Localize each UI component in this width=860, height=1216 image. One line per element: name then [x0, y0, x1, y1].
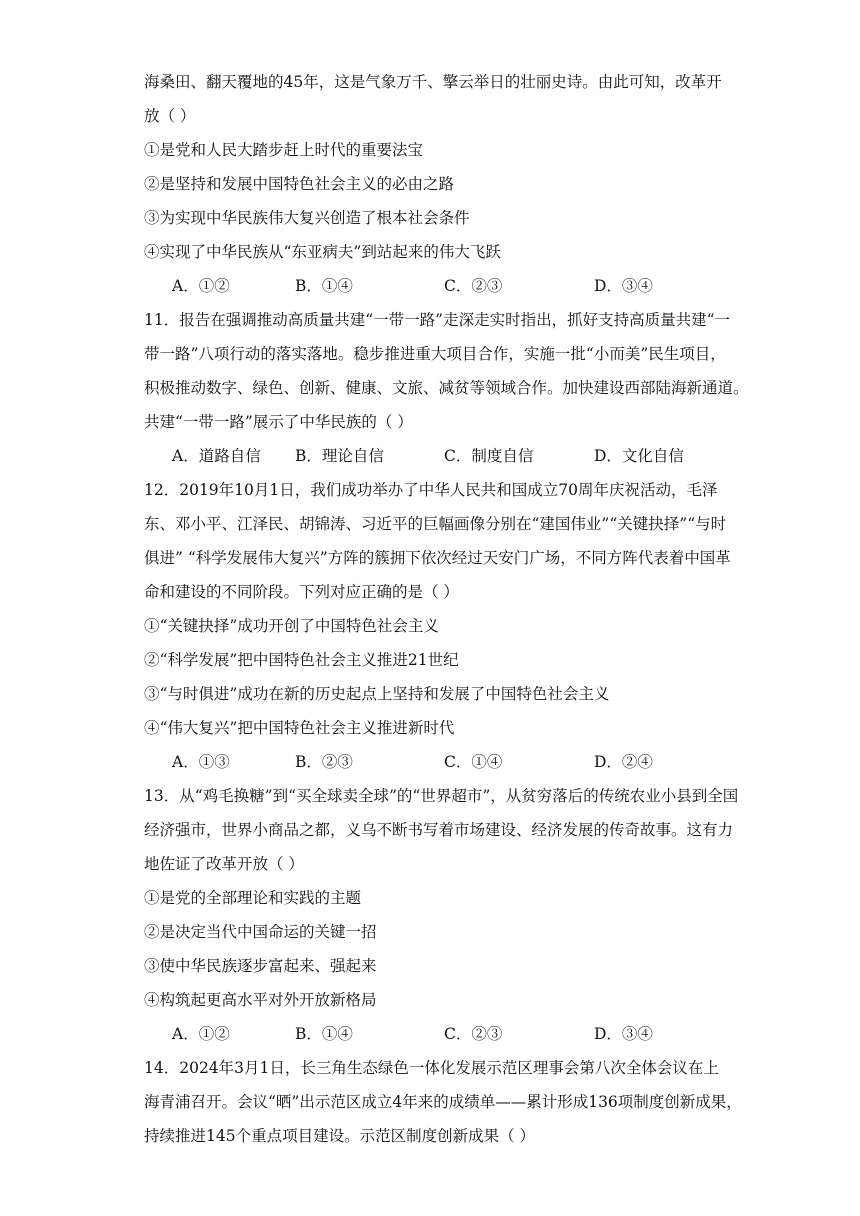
question-10-statement: ③为实现中华民族伟大复兴创造了根本社会条件	[144, 209, 470, 227]
question-12-statement: ①“关键抉择”成功开创了中国特色社会主义	[144, 617, 439, 635]
question-13-statement: ③使中华民族逐步富起来、强起来	[144, 957, 377, 975]
question-11-option-a: A．道路自信	[172, 447, 261, 465]
question-11-stem-line: 11．报告在强调推动高质量共建“一带一路”走深走实时指出，抓好支持高质量共建“一	[144, 311, 730, 329]
question-13-option-d: D．③④	[594, 1025, 653, 1043]
question-12-stem-line: 12．2019年10月1日，我们成功举办了中华人民共和国成立70周年庆祝活动，毛泽	[144, 481, 718, 499]
question-12-statement: ③“与时俱进”成功在新的历史起点上坚持和发展了中国特色社会主义	[144, 685, 610, 703]
question-10-statement: ①是党和人民大踏步赶上时代的重要法宝	[144, 141, 424, 159]
question-10-statement: ②是坚持和发展中国特色社会主义的必由之路	[144, 175, 455, 193]
question-12-stem-line: 俱进” “科学发展伟大复兴”方阵的簇拥下依次经过天安门广场，不同方阵代表着中国革	[144, 549, 731, 567]
question-12-option-b: B．②③	[295, 753, 353, 771]
question-11-option-b: B．理论自信	[295, 447, 384, 465]
question-13-option-a: A．①②	[172, 1025, 230, 1043]
question-13-stem-line: 13．从“鸡毛换糖”到“买全球卖全球”的“世界超市”，从贫穷落后的传统农业小县到全国	[144, 787, 739, 805]
question-13-statement: ④构筑起更高水平对外开放新格局	[144, 991, 377, 1009]
question-11-stem-line: 共建“一带一路”展示了中华民族的（ ）	[144, 413, 413, 431]
question-10-option-d: D．③④	[594, 277, 653, 295]
question-10-option-b: B．①④	[295, 277, 353, 295]
question-13-statement: ②是决定当代中国命运的关键一招	[144, 923, 377, 941]
question-12-stem-line: 东、邓小平、江泽民、胡锦涛、习近平的巨幅画像分别在“建国伟业”“关键抉择”“与时	[144, 515, 727, 533]
question-14-stem-line: 14．2024年3月1日，长三角生态绿色一体化发展示范区理事会第八次全体会议在上	[144, 1059, 719, 1077]
question-10-statement: ④实现了中华民族从“东亚病夫”到站起来的伟大飞跃	[144, 243, 501, 261]
question-10-option-c: C．②③	[444, 277, 503, 295]
question-13-statement: ①是党的全部理论和实践的主题	[144, 889, 362, 907]
question-12-statement: ④“伟大复兴”把中国特色社会主义推进新时代	[144, 719, 455, 737]
question-14-stem-line: 持续推进145个重点项目建设。示范区制度创新成果（ ）	[144, 1127, 536, 1145]
question-12-stem-line: 命和建设的不同阶段。下列对应正确的是（ ）	[144, 583, 459, 601]
question-10-stem-line: 海桑田、翻天覆地的45年，这是气象万千、擎云举日的壮丽史诗。由此可知，改革开	[144, 73, 722, 91]
question-13-stem-line: 地佐证了改革开放（ ）	[144, 855, 304, 873]
question-12-option-a: A．①③	[172, 753, 230, 771]
question-13-stem-line: 经济强市，世界小商品之都，义乌不断书写着市场建设、经济发展的传奇故事。这有力	[144, 821, 734, 839]
question-12-option-d: D．②④	[594, 753, 653, 771]
question-11-option-d: D．文化自信	[594, 447, 684, 465]
question-11-stem-line: 积极推动数字、绿色、创新、健康、文旅、减贫等领域合作。加快建设西部陆海新通道。	[144, 379, 749, 397]
question-10-stem-line: 放（ ）	[144, 107, 196, 125]
question-11-option-c: C．制度自信	[444, 447, 534, 465]
question-13-option-c: C．②③	[444, 1025, 503, 1043]
question-10-option-a: A．①②	[172, 277, 230, 295]
question-12-statement: ②“科学发展”把中国特色社会主义推进21世纪	[144, 651, 459, 669]
question-11-stem-line: 带一路”八项行动的落实落地。稳步推进重大项目合作，实施一批“小而美”民生项目，	[144, 345, 726, 363]
question-12-option-c: C．①④	[444, 753, 503, 771]
question-13-option-b: B．①④	[295, 1025, 353, 1043]
question-14-stem-line: 海青浦召开。会议“晒”出示范区成立4年来的成绩单——累计形成136项制度创新成果，	[144, 1093, 742, 1111]
